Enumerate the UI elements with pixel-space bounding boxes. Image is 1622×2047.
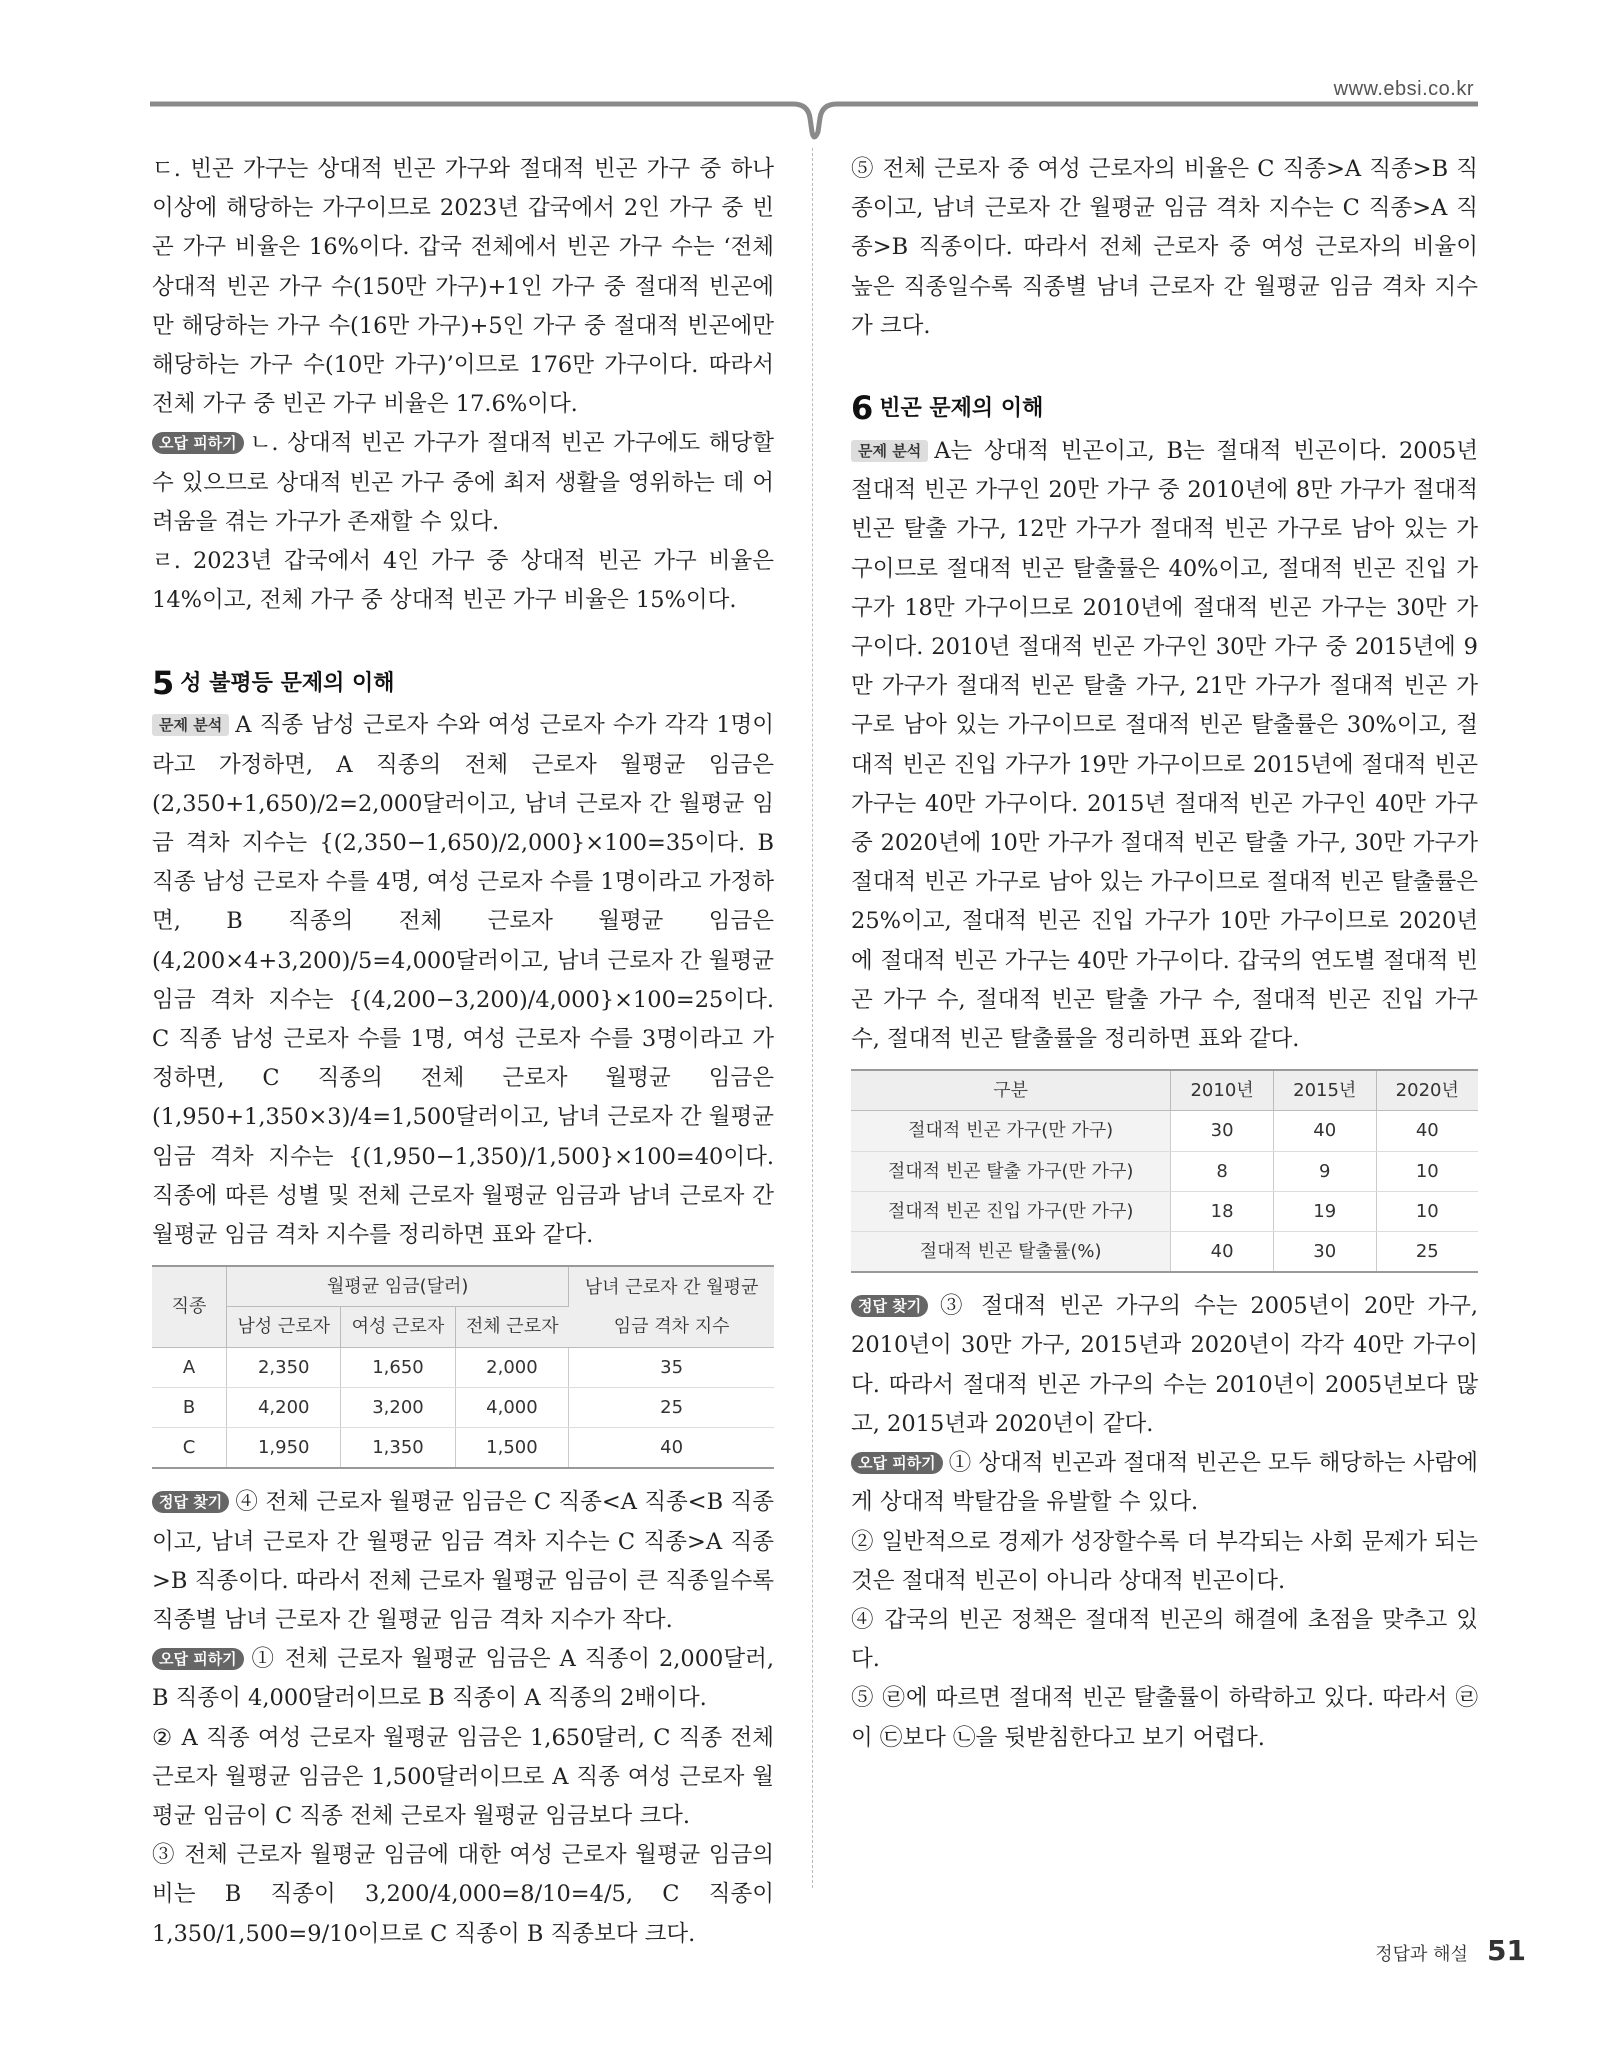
right-column	[851, 150, 1478, 1758]
header-rule	[0, 0, 1622, 150]
odap-paragraph-1: 오답 피하기 ① 전체 근로자 월평균 임금은 A 직종이 2,000달러, B 직종이 4,000달러이므로 B 직종이 A 직종의 2배이다.	[152, 1646, 774, 1712]
section-title: 성 불평등 문제의 이해	[180, 670, 395, 696]
left-column	[152, 150, 774, 1954]
odap-tag: 오답 피하기	[152, 1648, 244, 1670]
analysis-tag: 문제 분석	[851, 440, 928, 462]
header-year: 2010년	[1171, 1070, 1274, 1111]
page-number: 51	[1487, 1934, 1526, 1967]
odap-tag: 오답 피하기	[152, 432, 244, 454]
header-category: 구분	[851, 1070, 1171, 1111]
header-wage: 월평균 임금(달러)	[227, 1266, 569, 1307]
table-row: C 1,950 1,350 1,500 40	[152, 1428, 774, 1469]
table-row: 절대적 빈곤 탈출 가구(만 가구) 8 9 10	[851, 1151, 1478, 1191]
section-title: 빈곤 문제의 이해	[879, 396, 1044, 422]
answer-tag: 정답 찾기	[851, 1295, 928, 1317]
header-job: 직종	[152, 1266, 227, 1347]
header-gap: 남녀 근로자 간 월평균 임금 격차 지수	[569, 1266, 774, 1347]
analysis-paragraph: 문제 분석 A 직종 남성 근로자 수와 여성 근로자 수가 각각 1명이라고 가정하면, A 직종의 전체 근로자 월평균 임금은 (2,350+1,650)/2=2,000달러이고, 남녀 근로자 간 월평균 임금 격차 지수는 {(2,350−1,650)/2,000}×100=35이다. B 직종 남성 근로자 수를 4명, 여성 근로자 수를 1명이라고 가정하면, B 직종의 전체 근로자 월평균 임금은 (4,200×4+3,200)/5=4,000달러이고, 남녀 근로자 간 월평균 임금 격차 지수는 {(4,200−3,200)/4,000}×100=25이다. C 직종 남성 근로자 수를 1명, 여성 근로자 수를 3명이라고 가정하면, C 직종의 전체 근로자 월평균 임금은 (1,950+1,350×3)/4=1,500달러이고, 남녀 근로자 간 월평균 임금 격차 지수는 {(1,950−1,350)/1,500}×100=40이다. 직종에 따른 성별 및 전체 근로자 월평균 임금과 남녀 근로자 간 월평균 임금 격차 지수를 정리하면 표와 같다.	[152, 712, 774, 1249]
poverty-table	[851, 1069, 1478, 1273]
analysis-paragraph: 문제 분석 A는 상대적 빈곤이고, B는 절대적 빈곤이다. 2005년 절대적 빈곤 가구인 20만 가구 중 2010년에 8만 가구가 절대적 빈곤 탈출 가구, 12만 가구가 절대적 빈곤 가구로 남아 있는 가구이므로 절대적 빈곤 탈출률은 40%이고, 절대적 빈곤 진입 가구가 18만 가구이므로 2010년에 절대적 빈곤 가구는 30만 가구이다. 2010년 절대적 빈곤 가구인 30만 가구 중 2015년에 9만 가구가 절대적 빈곤 탈출 가구, 21만 가구가 절대적 빈곤 가구로 남아 있는 가구이므로 절대적 빈곤 탈출률은 30%이고, 절대적 빈곤 진입 가구가 19만 가구이므로 2015년에 절대적 빈곤 가구는 40만 가구이다. 2015년 절대적 빈곤 가구인 40만 가구 중 2020년에 10만 가구가 절대적 빈곤 탈출 가구, 30만 가구가 절대적 빈곤 가구로 남아 있는 가구이므로 절대적 빈곤 탈출률은 25%이고, 절대적 빈곤 진입 가구가 10만 가구이므로 2020년에 절대적 빈곤 가구는 40만 가구이다. 갑국의 연도별 절대적 빈곤 가구 수, 절대적 빈곤 탈출 가구 수, 절대적 빈곤 진입 가구 수, 절대적 빈곤 탈출률을 정리하면 표와 같다.	[851, 438, 1478, 1053]
odap-paragraph-1: 오답 피하기 ① 상대적 빈곤과 절대적 빈곤은 모두 해당하는 사람에게 상대적 박탈감을 유발할 수 있다.	[851, 1450, 1478, 1516]
column-divider	[812, 148, 813, 1888]
odap-paragraph-2: ② 일반적으로 경제가 성장할수록 더 부각되는 사회 문제가 되는 것은 절대적 빈곤이 아니라 상대적 빈곤이다.	[851, 1528, 1478, 1594]
header-year: 2015년	[1273, 1070, 1376, 1111]
site-url[interactable]: www.ebsi.co.kr	[1333, 78, 1474, 100]
footer-title: 정답과 해설	[1375, 1944, 1468, 1965]
table-row: A 2,350 1,650 2,000 35	[152, 1347, 774, 1387]
section-6-heading	[851, 386, 1478, 432]
paragraph-d: ㄷ. 빈곤 가구는 상대적 빈곤 가구와 절대적 빈곤 가구 중 하나 이상에 해당하는 가구이므로 2023년 갑국에서 2인 가구 중 빈곤 가구 비율은 16%이다. 갑국 전체에서 빈곤 가구 수는 ‘전체 상대적 빈곤 가구 수(150만 가구)+1인 가구 중 절대적 빈곤에만 해당하는 가구 수(16만 가구)+5인 가구 중 절대적 빈곤에만 해당하는 가구 수(10만 가구)’이므로 176만 가구이다. 따라서 전체 가구 중 빈곤 가구 비율은 17.6%이다.	[152, 156, 774, 418]
odap-paragraph-5: ⑤ ㉣에 따르면 절대적 빈곤 탈출률이 하락하고 있다. 따라서 ㉣이 ㉢보다 ㉡을 뒷받침한다고 보기 어렵다.	[851, 1685, 1478, 1751]
table-row: B 4,200 3,200 4,000 25	[152, 1387, 774, 1427]
odap-paragraph-5: ⑤ 전체 근로자 중 여성 근로자의 비율은 C 직종>A 직종>B 직종이고, 남녀 근로자 간 월평균 임금 격차 지수는 C 직종>A 직종>B 직종이다. 따라서 전체 근로자 중 여성 근로자의 비율이 높은 직종일수록 직종별 남녀 근로자 간 월평균 임금 격차 지수가 크다.	[851, 156, 1478, 339]
analysis-tag: 문제 분석	[152, 714, 229, 736]
header-female: 여성 근로자	[341, 1307, 455, 1347]
table-row: 절대적 빈곤 진입 가구(만 가구) 18 19 10	[851, 1191, 1478, 1231]
odap-paragraph-3: ③ 전체 근로자 월평균 임금에 대한 여성 근로자 월평균 임금의 비는 B 직종이 3,200/4,000=8/10=4/5, C 직종이 1,350/1,500=9/10이므로 C 직종이 B 직종보다 크다.	[152, 1842, 774, 1947]
answer-paragraph: 정답 찾기 ③ 절대적 빈곤 가구의 수는 2005년이 20만 가구, 2010년이 30만 가구, 2015년과 2020년이 각각 40만 가구이다. 따라서 절대적 빈곤 가구의 수는 2010년이 2005년보다 많고, 2015년과 2020년이 같다.	[851, 1293, 1478, 1437]
header-year: 2020년	[1376, 1070, 1478, 1111]
table-row: 절대적 빈곤 탈출률(%) 40 30 25	[851, 1232, 1478, 1273]
section-number: 6	[851, 389, 874, 428]
section-number: 5	[152, 663, 175, 702]
answer-tag: 정답 찾기	[152, 1491, 229, 1513]
odap-tag: 오답 피하기	[851, 1452, 943, 1474]
odap-paragraph-r: ㄹ. 2023년 갑국에서 4인 가구 중 상대적 빈곤 가구 비율은 14%이고, 전체 가구 중 상대적 빈곤 가구 비율은 15%이다.	[152, 548, 774, 614]
header-male: 남성 근로자	[227, 1307, 341, 1347]
answer-paragraph: 정답 찾기 ④ 전체 근로자 월평균 임금은 C 직종<A 직종<B 직종이고, 남녀 근로자 간 월평균 임금 격차 지수는 C 직종>A 직종>B 직종이다. 따라서 전체 근로자 월평균 임금이 큰 직종일수록 직종별 남녀 근로자 간 월평균 임금 격차 지수가 작다.	[152, 1489, 774, 1633]
table-row: 절대적 빈곤 가구(만 가구) 30 40 40	[851, 1111, 1478, 1151]
section-5-heading	[152, 660, 774, 706]
odap-paragraph-n: 오답 피하기 ㄴ. 상대적 빈곤 가구가 절대적 빈곤 가구에도 해당할 수 있으므로 상대적 빈곤 가구 중에 최저 생활을 영위하는 데 어려움을 겪는 가구가 존재할 수 있다.	[152, 430, 774, 535]
odap-paragraph-4: ④ 갑국의 빈곤 정책은 절대적 빈곤의 해결에 초점을 맞추고 있다.	[851, 1606, 1478, 1673]
wage-table	[152, 1265, 774, 1469]
page-footer	[1375, 1934, 1526, 1967]
odap-paragraph-2: ② A 직종 여성 근로자 월평균 임금은 1,650달러, C 직종 전체 근로자 월평균 임금은 1,500달러이므로 A 직종 여성 근로자 월평균 임금이 C 직종 전체 근로자 월평균 임금보다 크다.	[152, 1724, 774, 1829]
header-total: 전체 근로자	[455, 1307, 569, 1347]
